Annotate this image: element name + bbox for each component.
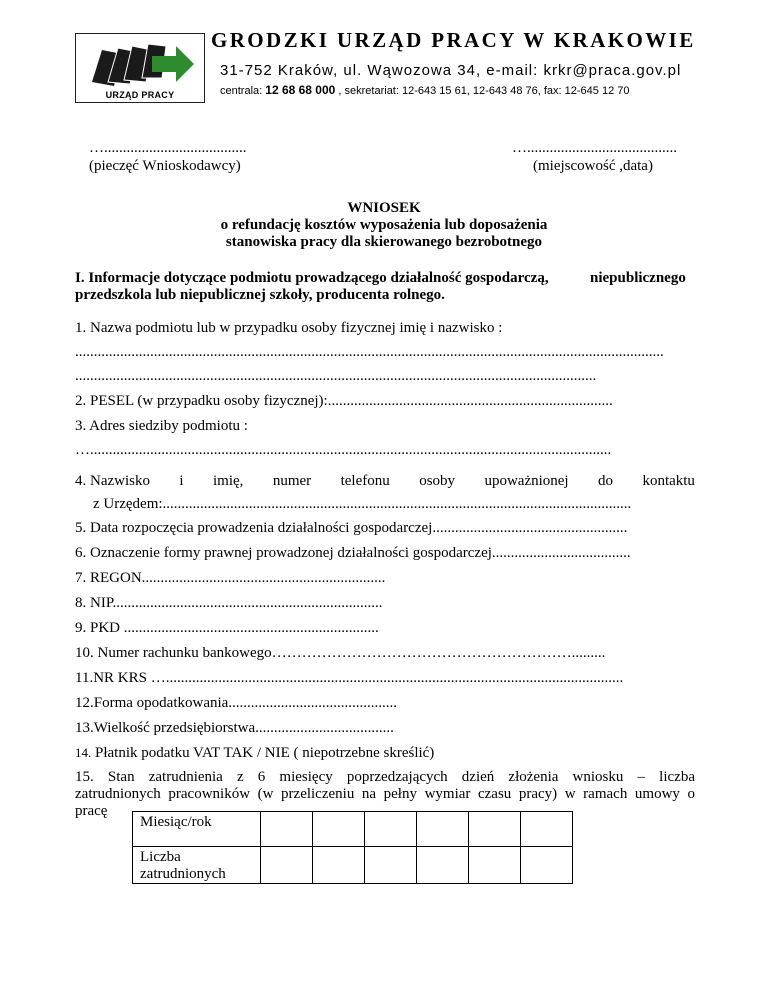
item-8-nip[interactable]: 8. NIP........................................................................ [75,595,383,611]
item-4-word: telefonu [340,473,390,489]
item-7-regon[interactable]: 7. REGON................................................................. [75,570,386,586]
month-cell[interactable] [521,812,573,847]
item-4-word: do [598,473,614,489]
month-cell[interactable] [365,812,417,847]
item-4-word: i [179,473,184,489]
item-4-word: 4. Nazwisko [75,473,150,489]
month-cell[interactable] [417,812,469,847]
item-13-company-size[interactable]: 13.Wielkość przedsiębiorstwa..................................... [75,720,394,736]
item-1-label: 1. Nazwa podmiotu lub w przypadku osoby fizycznej imię i nazwisko : [75,320,503,336]
item-14-number: 14. [75,745,92,760]
item-15-line-2: zatrudnionych pracowników (w przeliczeniu na pełny wymiar czasu pracy) w ramach umowy o [75,786,695,802]
employees-count-header: Liczba zatrudnionych [133,847,261,884]
office-title: GRODZKI URZĄD PRACY W KRAKOWIE [211,28,696,52]
item-2-pesel[interactable]: 2. PESEL (w przypadku osoby fizycznej):............................................................................ [75,393,613,409]
item-10-bank-account[interactable]: 10. Numer rachunku bankowego……………………………………………………......... [75,645,606,661]
item-5-start-date[interactable]: 5. Data rozpoczęcia prowadzenia działalności gospodarczej.................................................... [75,520,628,536]
section-1-heading-line2: przedszkola lub niepublicznej szkoły, producenta rolnego. [75,287,445,303]
form-title: WNIOSEK [347,200,421,216]
item-4-word: upoważnionej [484,473,569,489]
month-cell[interactable] [313,812,365,847]
count-cell[interactable] [521,847,573,884]
office-logo [75,33,205,103]
item-14-vat[interactable] [75,745,434,762]
item-4-word: kontaktu [642,473,695,489]
count-cell[interactable] [365,847,417,884]
employment-table [132,811,573,884]
section-1-heading-right: niepublicznego [590,270,686,286]
item-9-pkd[interactable]: 9. PKD .................................................................... [75,620,379,636]
form-subtitle-1: o refundację kosztów wyposażenia lub doposażenia [220,217,548,233]
item-15-line-3: pracę [75,803,108,819]
stamp-label: (pieczęć Wnioskodawcy) [89,158,241,174]
month-cell[interactable] [469,812,521,847]
item-3-field[interactable]: …........................................................................................................................................... [75,442,612,458]
logo-caption: URZĄD PRACY [105,90,175,100]
item-4-word: osoby [419,473,456,489]
item-6-legal-form[interactable]: 6. Oznaczenie formy prawnej prowadzonej działalności gospodarczej..................................... [75,545,631,561]
month-year-header: Miesiąc/rok [133,812,261,847]
place-date-dots: …........................................ [512,140,677,156]
count-cell[interactable] [469,847,521,884]
office-address: 31-752 Kraków, ul. Wąwozowa 34, e-mail: krkr@praca.gov.pl [220,62,682,79]
phones-rest: , sekretariat: 12-643 15 61, 12-643 48 76, fax: 12-645 12 70 [335,85,630,97]
item-1-field-line-2[interactable]: ........................................................................................................................................... [75,368,597,384]
phones-central: 12 68 68 000 [265,83,336,97]
item-4-label [75,473,695,490]
phones-prefix: centrala: [220,85,263,97]
item-15-line-1: 15. Stan zatrudnienia z 6 miesięcy poprzedzających dzień złożenia wniosku – liczba [75,769,695,785]
form-subtitle-2: stanowiska pracy dla skierowanego bezrobotnego [225,234,543,250]
item-12-taxation[interactable]: 12.Forma opodatkowania............................................. [75,695,398,711]
office-phones [220,83,630,97]
place-date-label: (miejscowość ,data) [533,158,653,174]
item-4-word: numer [272,473,312,489]
item-1-field-line-1[interactable]: ............................................................................................................................................................. [75,344,664,360]
item-11-krs[interactable]: 11.NR KRS ….......................................................................................................................... [75,670,624,686]
item-4-field[interactable]: z Urzędem:............................................................................................................................. [93,496,632,512]
item-14-text: Płatnik podatku VAT TAK / NIE ( niepotrzebne skreślić) [95,745,435,761]
count-cell[interactable] [261,847,313,884]
count-cell[interactable] [313,847,365,884]
item-4-word: imię, [213,473,244,489]
count-cell[interactable] [417,847,469,884]
month-cell[interactable] [261,812,313,847]
section-1-heading-left: I. Informacje dotyczące podmiotu prowadzącego działalność gospodarczą, [75,270,549,286]
stamp-dots: …...................................... [89,140,247,156]
item-3-label: 3. Adres siedziby podmiotu : [75,418,248,434]
logo-cards-arrow-icon [84,42,196,86]
